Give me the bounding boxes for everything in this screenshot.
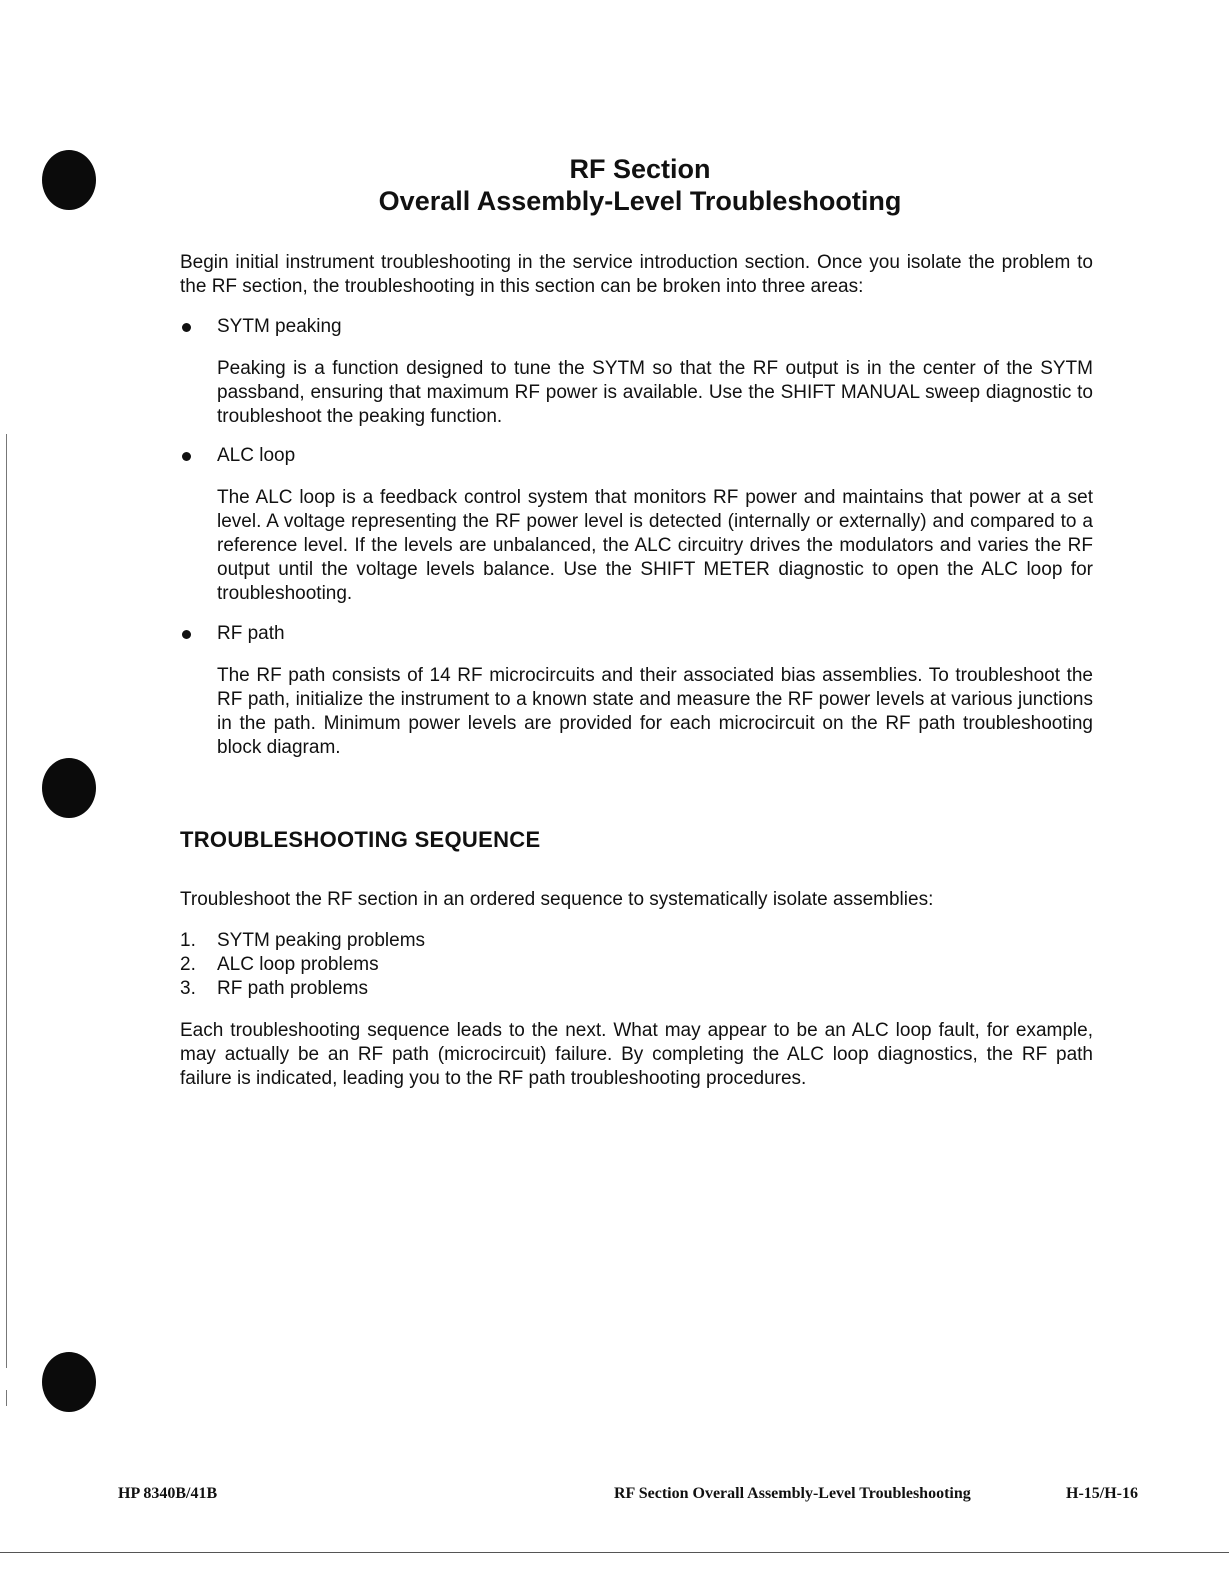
step-text: SYTM peaking problems [217, 930, 426, 951]
step-number: 2. [180, 954, 196, 975]
binder-hole [42, 758, 96, 818]
area-label-rf-path: RF path [217, 623, 285, 644]
area-text-rf-path: The RF path consists of 14 RF microcircuits and their associated bias assemblies. To troubleshoot the RF path, initialize the instrument to a known state and measure the RF power levels at various junctions in the path. Minimum power levels are provided for each microcircuit on the RF path troubleshooting block diagram. [217, 665, 1093, 758]
intro-paragraph: Begin initial instrument troubleshooting in the service introduction section. Once you isolate the problem to the RF section, the troubleshooting in this section can be broken into three areas: [180, 252, 1093, 297]
bullet-icon [182, 323, 191, 332]
binder-hole [42, 1352, 96, 1412]
area-label-sytm-peaking: SYTM peaking [217, 316, 342, 337]
footer-model: HP 8340B/41B [118, 1485, 218, 1502]
step-text: ALC loop problems [217, 954, 379, 975]
step-number: 1. [180, 930, 196, 951]
page-title: RF Section [569, 154, 711, 184]
scan-edge-line [6, 434, 7, 1368]
scan-edge-line [6, 1390, 7, 1406]
bottom-rule [0, 1552, 1229, 1553]
area-text-sytm-peaking: Peaking is a function designed to tune the SYTM so that the RF output is in the center of the SYTM passband, ensuring that maximum RF power is available. Use the SHIFT MANUAL sweep diagnostic to troubleshoot the peaking function. [217, 358, 1093, 427]
bullet-icon [182, 452, 191, 461]
bullet-icon [182, 630, 191, 639]
area-label-alc-loop: ALC loop [217, 445, 296, 466]
sequence-intro: Troubleshoot the RF section in an ordered sequence to systematically isolate assemblies: [180, 889, 934, 910]
step-number: 3. [180, 978, 196, 999]
step-text: RF path problems [217, 978, 369, 999]
footer-section: RF Section Overall Assembly-Level Troubleshooting [614, 1485, 971, 1502]
area-text-alc-loop: The ALC loop is a feedback control system that monitors RF power and maintains that power at a set level. A voltage representing the RF power level is detected (internally or externally) and compared to a reference level. If the levels are unbalanced, the ALC circuitry drives the modulators and varies the RF output until the voltage levels balance. Use the SHIFT METER diagnostic to open the ALC loop for troubleshooting. [217, 487, 1093, 604]
page-subtitle: Overall Assembly-Level Troubleshooting [378, 186, 902, 216]
footer-page-number: H-15/H-16 [1066, 1485, 1138, 1502]
sequence-closing: Each troubleshooting sequence leads to the next. What may appear to be an ALC loop fault, for example, may actually be an RF path (microcircuit) failure. By completing the ALC loop diagnostics, the RF path failure is indicated, leading you to the RF path troubleshooting procedures. [180, 1020, 1093, 1089]
section-heading: TROUBLESHOOTING SEQUENCE [180, 827, 541, 852]
